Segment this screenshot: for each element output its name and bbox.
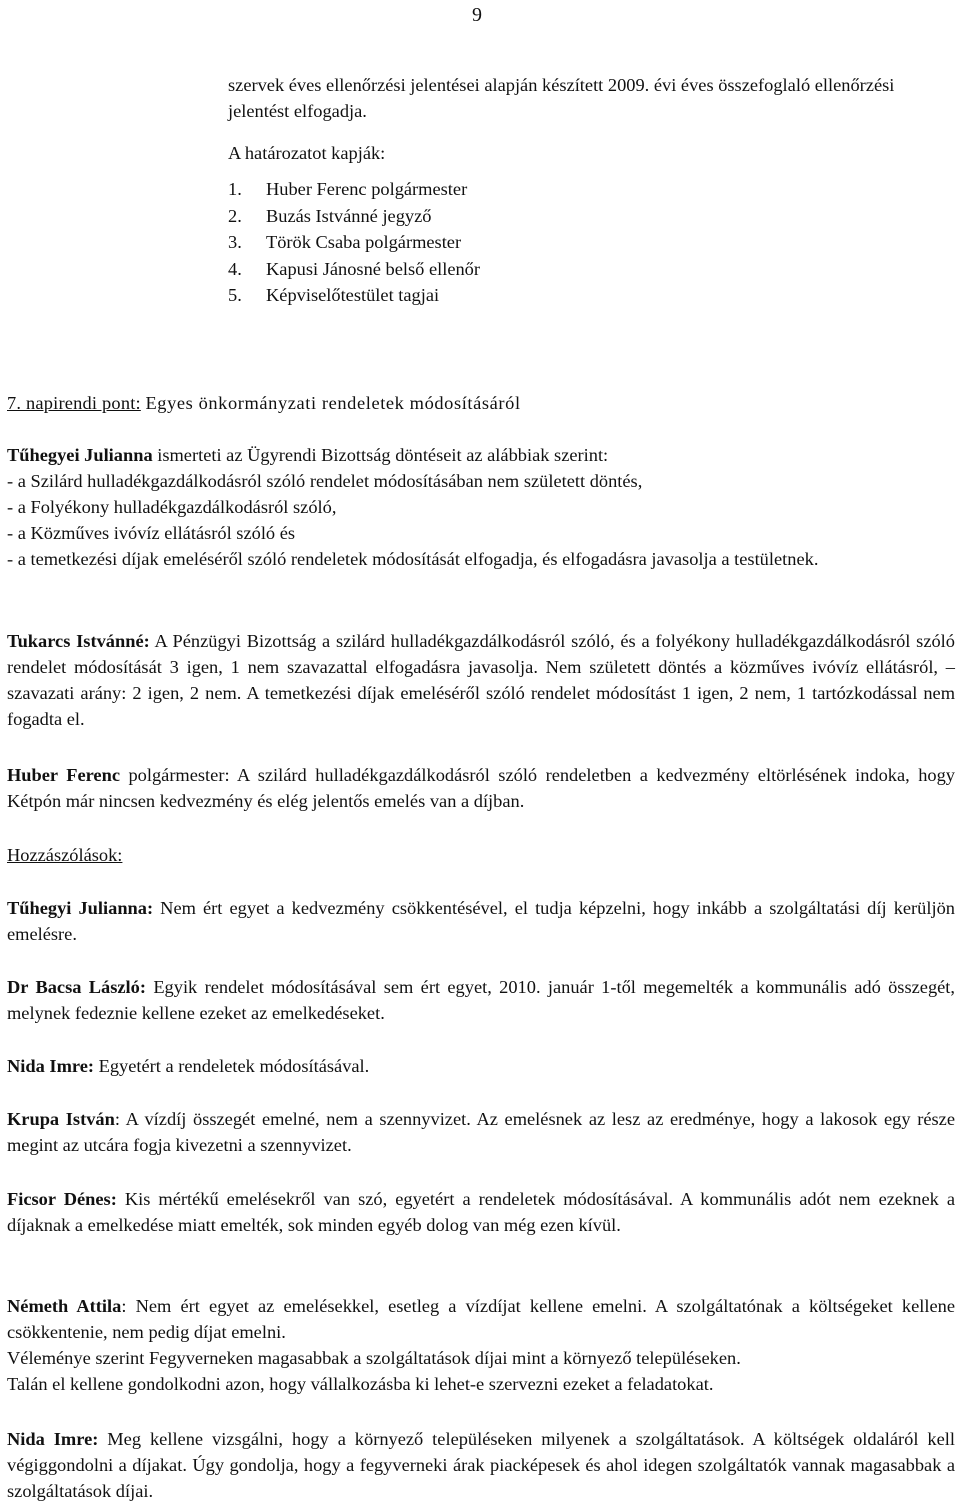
list-number: 1. [228, 179, 242, 199]
list-text: Képviselőtestület tagjai [266, 285, 440, 305]
mayor-paragraph [7, 762, 955, 814]
list-number: 4. [228, 258, 242, 279]
paragraph-text: Egyik rendelet módosításával sem ért egyet, 2010. január 1-től megemelték a kommunális adó összegét, melynek fedeznie kellene ezeket az emelkedéseket. [7, 977, 956, 1023]
speaker-name: Tűhegyi Julianna: [7, 898, 154, 918]
list-item [228, 282, 480, 309]
comment-paragraph [7, 1106, 955, 1158]
paragraph-text: polgármester: A szilárd hulladékgazdálkodásról szóló rendeletben a kedvezmény eltörlésének indoka, hogy Kétpón már nincsen kedvezmény és elég jelentős emelés van a díjban. [7, 765, 955, 811]
speaker-name: Nida Imre: [7, 1056, 95, 1076]
list-text: Huber Ferenc polgármester [266, 179, 468, 199]
list-number: 3. [228, 232, 242, 252]
paragraph-text: Nem ért egyet a kedvezmény csökkentésével, el tudja képzelni, hogy inkább a szolgáltatási díj kerüljön emelésre. [7, 898, 955, 944]
list-item [228, 176, 480, 203]
committee-line: - a Szilárd hulladékgazdálkodásról szóló rendelet módosításában nem született döntés, [7, 471, 643, 491]
speaker-name: Dr Bacsa László: [7, 977, 146, 997]
speaker-name: Németh Attila [7, 1296, 122, 1316]
list-item [228, 229, 480, 256]
list-number: 5. [228, 285, 242, 305]
paragraph-text: Kis mértékű emelésekről van szó, egyetért a rendeletek módosításával. A kommunális adót nem ezeknek a díjaknak a emelkedése miatt emelték, sok minden egyéb dolog van még ezen kívül. [7, 1189, 956, 1235]
paragraph-text: A Pénzügyi Bizottság a szilárd hulladékgazdálkodásról szóló, és a folyékony hulladékgazdálkodásról szóló rendelet módosítását 3 igen, 1 nem szavazattal elfogadásra javasolja. Nem született döntés a közműves ivóvíz ellátásról, – szavazati arány: 2 igen, 2 nem. A temetkezési díjak emeléséről szóló rendelet módosítást 1 igen, 2 nem, 1 tartózkodással nem fogadta el. [7, 631, 955, 729]
list-item [228, 256, 480, 283]
paragraph-text: Egyetért a rendeletek módosításával. [94, 1056, 370, 1076]
paragraph-text: Véleménye szerint Fegyverneken magasabbak a szolgáltatások díjai mint a környező településeken. [7, 1348, 741, 1368]
speaker-name: Nida Imre: [7, 1429, 99, 1449]
speaker-name: Krupa István [7, 1109, 115, 1129]
agenda-label: 7. napirendi pont: [7, 393, 141, 413]
list-text: Török Csaba polgármester [266, 232, 462, 252]
speaker-name: Tűhegyei Julianna [7, 445, 153, 465]
paragraph-text: Meg kellene vizsgálni, hogy a környező településeken milyenek a szolgáltatások. A költségek oldaláról kell végiggondolni a díjakat. Úgy gondolja, hogy a fegyverneki árak piacképesek és ahol idegen szolgáltatók vannak magasabbak a szolgáltatások díjai. [7, 1429, 955, 1501]
list-item [228, 203, 480, 230]
comment-paragraph [7, 1293, 955, 1397]
committee-line: - a Folyékony hulladékgazdálkodásról szóló, [7, 497, 337, 517]
agenda-heading [7, 390, 947, 416]
paragraph-text: : A vízdíj összegét emelné, nem a szennyvizet. Az emelésnek az lesz az eredménye, hogy a lakosok egy része megint az utcára fogja kivezetni a szennyvizet. [7, 1109, 955, 1155]
comments-heading: Hozzászólások: [7, 845, 123, 865]
paragraph-text: Talán el kellene gondolkodni azon, hogy vállalkozásba ki lehet-e szervezni ezeket a feladatokat. [7, 1374, 714, 1394]
comment-paragraph [7, 1186, 955, 1238]
speaker-name: Huber Ferenc [7, 765, 120, 785]
committee-block [7, 442, 955, 572]
recipients-label: A határozatot kapják: [228, 143, 386, 163]
comment-paragraph [7, 1426, 955, 1504]
list-text: Buzás Istvánné jegyző [266, 205, 432, 226]
agenda-title: Egyes önkormányzati rendeletek módosításáról [145, 393, 521, 413]
list-number: 2. [228, 205, 242, 226]
speaker-name: Tukarcs Istvánné: [7, 631, 150, 651]
committee-line: - a Közműves ivóvíz ellátásról szóló és [7, 523, 296, 543]
list-text: Kapusi Jánosné belső ellenőr [266, 258, 480, 279]
comment-paragraph [7, 974, 955, 1026]
speaker-name: Ficsor Dénes: [7, 1189, 117, 1209]
intro-paragraph: szervek éves ellenőrzési jelentései alapján készített 2009. évi éves összefoglaló ellenőrzési jelentést elfogadja. [228, 75, 895, 121]
comment-paragraph [7, 1053, 955, 1079]
paragraph-text: : Nem ért egyet az emelésekkel, esetleg a vízdíjat kellene emelni. A szolgáltatónak a költségeket kellene csökkentenie, nem pedig díjat emelni. [7, 1296, 955, 1342]
recipients-list [228, 176, 480, 309]
committee-line: - a temetkezési díjak emeléséről szóló rendeletek módosítását elfogadja, és elfogadásra javasolja a testületnek. [7, 549, 819, 569]
finance-paragraph [7, 628, 955, 732]
comment-paragraph [7, 895, 955, 947]
committee-intro: ismerteti az Ügyrendi Bizottság döntéseit az alábbiak szerint: [152, 445, 609, 465]
page-number: 9 [472, 4, 482, 26]
